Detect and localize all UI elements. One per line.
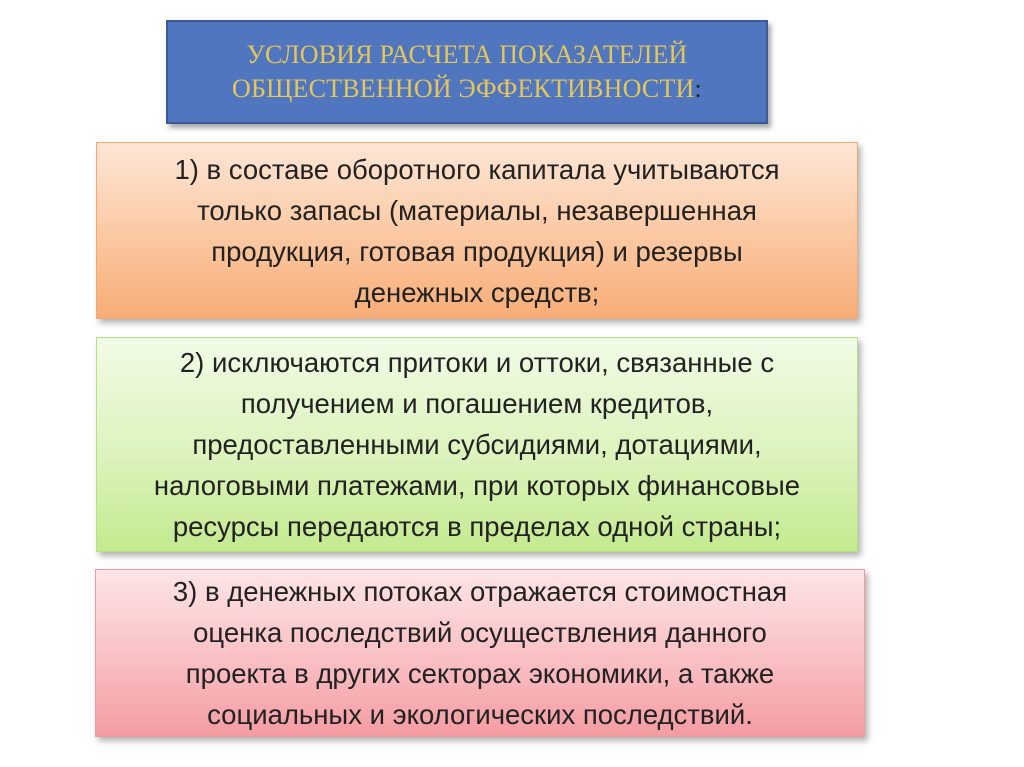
title-line-1: УСЛОВИЯ РАСЧЕТА ПОКАЗАТЕЛЕЙ: [246, 40, 688, 69]
condition-1-line-3: продукция, готовая продукция) и резервы: [211, 235, 743, 267]
condition-2-line-4: налоговыми платежами, при которых финансовые: [153, 470, 801, 501]
condition-card-3: [95, 569, 865, 737]
condition-1-line-4: денежных средств;: [354, 276, 600, 308]
slide-title-box: [166, 20, 768, 124]
condition-2-line-1: 2) исключаются притоки и оттоки, связанные с: [179, 347, 775, 378]
title-line-2: [232, 72, 702, 106]
condition-1-line-1: 1) в составе оборотного капитала учитываются: [174, 153, 780, 185]
condition-2-line-2: получением и погашением кредитов,: [240, 388, 714, 419]
condition-3-line-4: социальных и экологических последствий.: [207, 699, 753, 730]
condition-card-1: [96, 142, 858, 319]
condition-card-2: [96, 337, 858, 552]
condition-2-line-5: ресурсы передаются в пределах одной страны;: [172, 511, 782, 542]
condition-1-line-2: только запасы (материалы, незавершенная: [197, 194, 757, 226]
condition-3-line-2: оценка последствий осуществления данного: [193, 617, 767, 648]
title-line-2-text: ОБЩЕСТВЕННОЙ ЭФФЕКТИВНОСТИ: [232, 74, 695, 103]
condition-3-line-1: 3) в денежных потоках отражается стоимостная: [172, 576, 788, 607]
condition-2-line-3: предоставленными субсидиями, дотациями,: [192, 429, 762, 460]
title-colon: :: [694, 74, 702, 103]
condition-3-line-3: проекта в других секторах экономики, а также: [185, 658, 775, 689]
